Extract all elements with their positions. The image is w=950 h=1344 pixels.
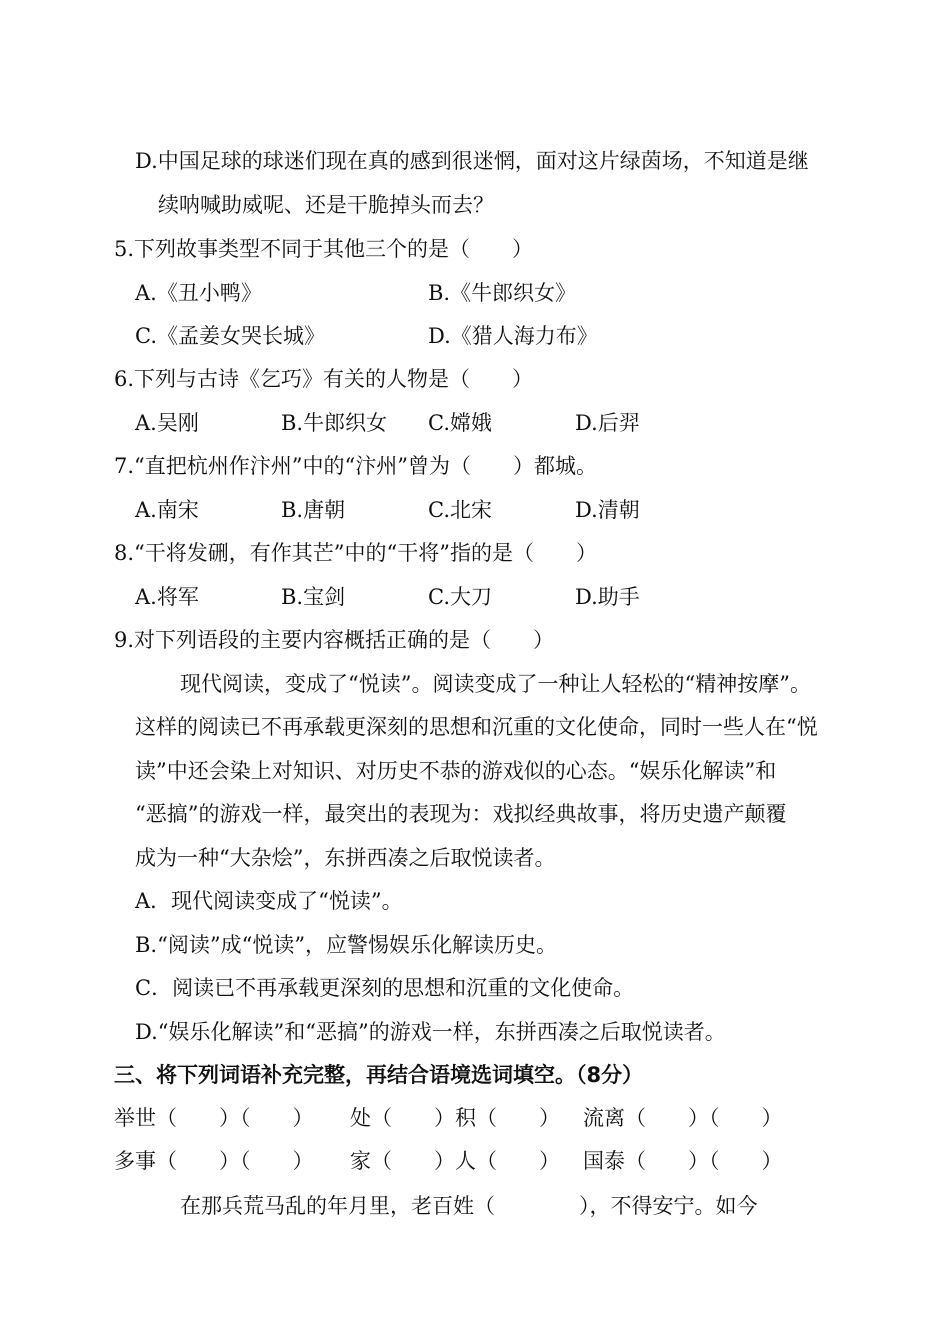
q9-option-b: B.“阅读”成“悦读”，应警惕娱乐化解读历史。	[135, 933, 558, 957]
q6-stem: 6.下列与古诗《乞巧》有关的人物是（ ）	[114, 367, 534, 391]
q5-option-d: D.《猎人海力布》	[428, 324, 598, 348]
q6-option-d: D.后羿	[575, 411, 640, 435]
q9-passage-line: 读”中还会染上对知识、对历史不恭的游戏似的心态。“娱乐化解读”和	[135, 759, 777, 783]
q7-stem: 7.“直把杭州作汴州”中的“汴州”曾为（ ）都城。	[114, 454, 597, 478]
q8-option-b: B.宝剑	[281, 585, 346, 609]
idiom-blank: 流离（ ）（ ）	[583, 1106, 783, 1130]
q8-option-c: C.大刀	[428, 585, 492, 609]
q4-option-d-line1: D.中国足球的球迷们现在真的感到很迷惘，面对这片绿茵场，不知道是继	[135, 149, 809, 173]
q8-stem: 8.“干将发硎，有作其芒”中的“干将”指的是（ ）	[114, 541, 597, 565]
q9-passage-line: 这样的阅读已不再承载更深刻的思想和沉重的文化使命，同时一些人在“悦	[135, 715, 818, 739]
q8-option-a: A.将军	[135, 585, 199, 609]
q9-stem: 9.对下列语段的主要内容概括正确的是（ ）	[114, 628, 555, 652]
q9-passage-line: “恶搞”的游戏一样，最突出的表现为：戏拟经典故事，将历史遗产颠覆	[135, 802, 787, 826]
q8-option-d: D.助手	[575, 585, 640, 609]
q9-option-a: A．现代阅读变成了“悦读”。	[135, 889, 403, 913]
q6-option-b: B.牛郎织女	[281, 411, 388, 435]
idiom-blank: 处（ ）积（ ）	[350, 1106, 560, 1130]
q5-option-c: C.《孟姜女哭长城》	[135, 324, 325, 348]
q5-option-a: A.《丑小鸭》	[135, 281, 262, 305]
q6-option-c: C.嫦娥	[428, 411, 492, 435]
q7-option-b: B.唐朝	[281, 498, 346, 522]
q7-option-a: A.南宋	[135, 498, 199, 522]
q9-passage-line: 成为一种“大杂烩”，东拼西凑之后取悦读者。	[135, 846, 556, 870]
q5-option-b: B.《牛郎织女》	[428, 281, 577, 305]
q7-option-d: D.清朝	[575, 498, 640, 522]
q9-option-c: C．阅读已不再承载更深刻的思想和沉重的文化使命。	[135, 976, 635, 1000]
q5-stem: 5.下列故事类型不同于其他三个的是（ ）	[114, 237, 534, 261]
section3-heading: 三、将下列词语补充完整，再结合语境选词填空。（8分）	[114, 1063, 644, 1087]
q9-passage-line: 现代阅读，变成了“悦读”。阅读变成了一种让人轻松的“精神按摩”。	[180, 672, 811, 696]
q6-option-a: A.吴刚	[135, 411, 199, 435]
idiom-blank: 多事（ ）（ ）	[114, 1149, 314, 1173]
idiom-blank: 国泰（ ）（ ）	[583, 1149, 783, 1173]
section3-context-line: 在那兵荒马乱的年月里，老百姓（ ），不得安宁。如今	[180, 1194, 758, 1218]
q9-option-d: D.“娱乐化解读”和“恶搞”的游戏一样，东拼西凑之后取悦读者。	[135, 1020, 726, 1044]
idiom-blank: 家（ ）人（ ）	[350, 1149, 560, 1173]
q4-option-d-line2: 续呐喊助威呢、还是干脆掉头而去？	[158, 193, 494, 217]
idiom-blank: 举世（ ）（ ）	[114, 1106, 314, 1130]
q7-option-c: C.北宋	[428, 498, 492, 522]
